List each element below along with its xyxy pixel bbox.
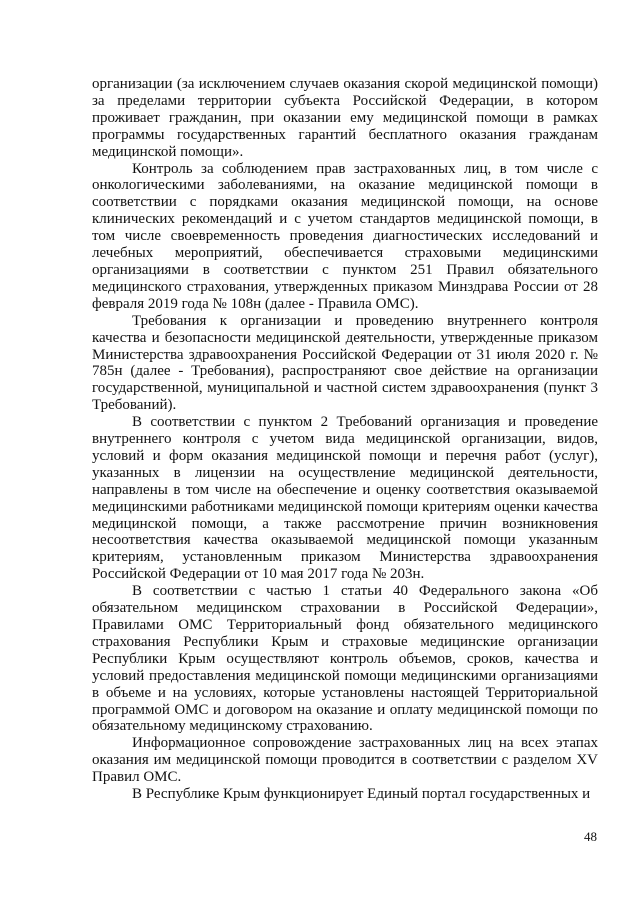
paragraph-information-support: Информационное сопровождение застрахованных лиц на всех этапах оказания им медицинской помощи проводится в соответствии с разделом XV Правил ОМС. xyxy=(92,735,598,786)
paragraph-unified-portal: В Республике Крым функционирует Единый портал государственных и xyxy=(132,786,591,803)
document-body xyxy=(92,76,598,803)
paragraph-continuation: организации (за исключением случаев оказания скорой медицинской помощи) за пределами территории субъекта Российской Федерации, в котором проживает гражданин, при оказании ему медицинской помощи в рамках программы государственных гарантий бесплатного оказания гражданам медицинской помощи». xyxy=(92,76,598,160)
page-number: 48 xyxy=(584,829,597,844)
paragraph-internal-control-requirements: Требования к организации и проведению внутреннего контроля качества и безопасности медицинской деятельности, утвержденные приказом Министерства здравоохранения Российской Федерации от 31 июля 2020 г. № 785н (далее - Требования), распространяют свое действие на организации государственной, муниципальной и частной систем здравоохранения (пункт 3 Требований). xyxy=(92,312,598,414)
paragraph-insured-rights-control: Контроль за соблюдением прав застрахованных лиц, в том числе с онкологическими заболеваниями, на оказание медицинской помощи в соответствии с порядками оказания медицинской помощи, на основе клинических рекомендаций и с учетом стандартов медицинской помощи, в том числе своевременность проведения диагностических исследований и лечебных мероприятий, обеспечивается страховыми медицинскими организациями в соответствии с пунктом 251 Правил обязательного медицинского страхования, утвержденных приказом Минздрава России от 28 февраля 2019 года № 108н (далее - Правила ОМС). xyxy=(92,160,598,312)
paragraph-requirements-point-2: В соответствии с пунктом 2 Требований организация и проведение внутреннего контроля с учетом вида медицинской организации, видов, условий и форм оказания медицинской помощи и перечня работ (услуг), указанных в лицензии на осуществление медицинской деятельности, направлены в том числе на обеспечение и оценку соответствия оказываемой медицинскими работниками медицинской помощи критериям оценки качества медицинской помощи, а также рассмотрение причин возникновения несоответствия качества оказываемой медицинской помощи указанным критериям, установленным приказом Министерства здравоохранения Российской Федерации от 10 мая 2017 года № 203н. xyxy=(92,414,598,583)
paragraph-federal-law-article-40: В соответствии с частью 1 статьи 40 Федерального закона «Об обязательном медицинском страховании в Российской Федерации», Правилами ОМС Территориальный фонд обязательного медицинского страхования Республики Крым и страховые медицинские организации Республики Крым осуществляют контроль объемов, сроков, качества и условий предоставления медицинской помощи медицинскими организациями в объеме и на условиях, которые установлены настоящей Территориальной программой ОМС и договором на оказание и оплату медицинской помощи по обязательному медицинскому страхованию. xyxy=(92,583,598,735)
